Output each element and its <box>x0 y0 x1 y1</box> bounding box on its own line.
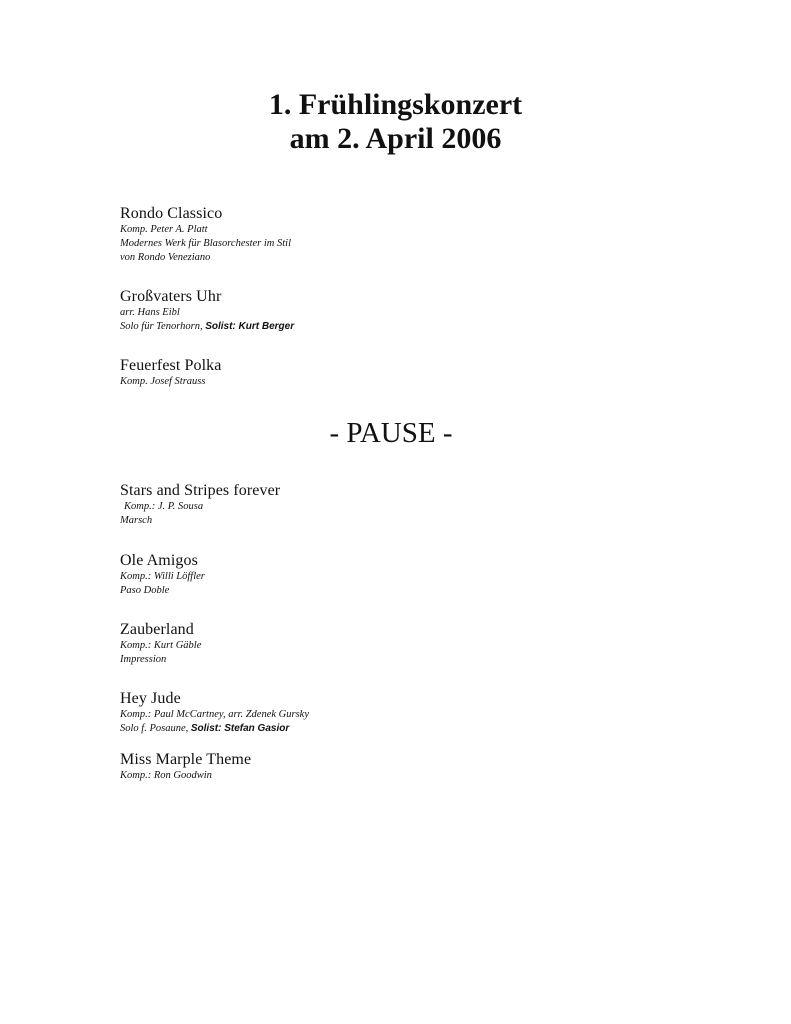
piece-genre: Marsch <box>120 515 153 526</box>
program-item-feuerfest-polka <box>120 357 720 389</box>
piece-genre: Paso Doble <box>120 585 170 596</box>
piece-description: von Rondo Veneziano <box>120 252 211 263</box>
solo-instrument: Solo f. Posaune, <box>120 723 189 734</box>
program-item-ole-amigos <box>120 552 720 598</box>
piece-composer: Komp. Peter A. Platt <box>120 224 208 235</box>
piece-composer: Komp.: Willi Löffler <box>120 571 205 582</box>
piece-genre: Impression <box>120 654 167 665</box>
piece-description: Modernes Werk für Blasorchester im Stil <box>120 238 291 249</box>
page-title-line-1: 1. Frühlingskonzert <box>268 88 523 121</box>
piece-solo-line <box>120 722 720 736</box>
piece-composer: Komp.: Ron Goodwin <box>120 770 212 781</box>
program-item-stars-and-stripes <box>120 482 720 528</box>
piece-composer: Komp. Josef Strauss <box>120 376 206 387</box>
program-item-hey-jude <box>120 690 720 736</box>
program-item-rondo-classico <box>120 205 720 265</box>
program-item-zauberland <box>120 621 720 667</box>
piece-composer: Komp.: J. P. Sousa <box>124 501 204 512</box>
solo-instrument: Solo für Tenorhorn, <box>120 321 203 332</box>
soloist-name: Solist: Kurt Berger <box>205 321 295 332</box>
piece-title: Hey Jude <box>120 690 181 707</box>
piece-title: Feuerfest Polka <box>120 357 222 374</box>
program-item-miss-marple <box>120 751 720 783</box>
page-title-line-2: am 2. April 2006 <box>289 122 502 155</box>
piece-title: Stars and Stripes forever <box>120 482 281 499</box>
program-item-grossvaters-uhr <box>120 288 720 334</box>
piece-title: Zauberland <box>120 621 194 638</box>
piece-composer: Komp.: Paul McCartney, arr. Zdenek Gursky <box>120 709 309 720</box>
piece-arranger: arr. Hans Eibl <box>120 307 180 318</box>
piece-solo-line <box>120 320 720 334</box>
piece-title: Großvaters Uhr <box>120 288 222 305</box>
pause-heading: - PAUSE - <box>329 417 453 449</box>
piece-title: Rondo Classico <box>120 205 223 222</box>
piece-title: Ole Amigos <box>120 552 198 569</box>
soloist-name: Solist: Stefan Gasior <box>190 723 290 734</box>
piece-title: Miss Marple Theme <box>120 751 252 768</box>
piece-composer: Komp.: Kurt Gäble <box>120 640 202 651</box>
